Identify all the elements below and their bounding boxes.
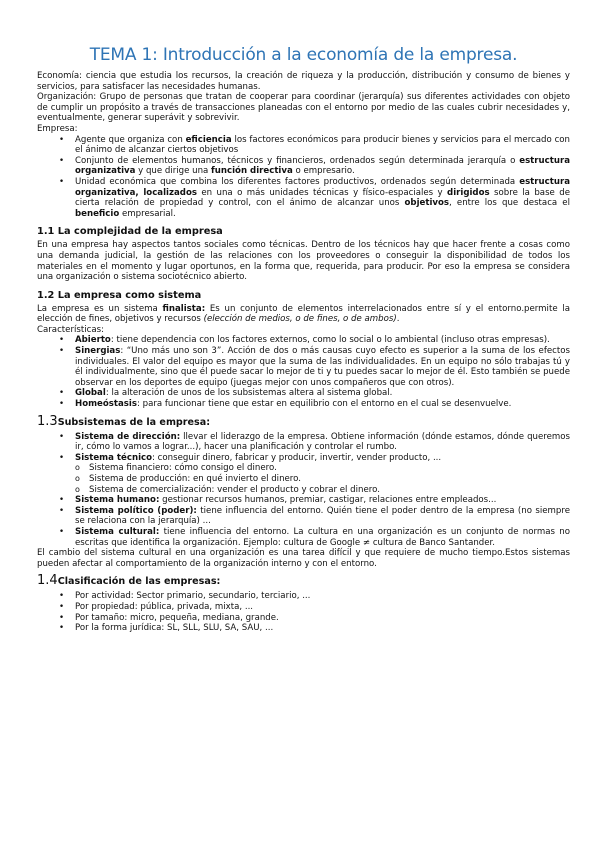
caracteristicas-label: Características: (37, 324, 104, 335)
list-item: • Unidad económica que combina los diferentes factores productivos, ordenados según determinada estructura organizativa, localizados en una o más unidades técnicas y físico-espaciales y dirigidos sobre la base de cierta relación de propiedad y control, con el ánimo de alcanzar unos objetivos, entre los que destaca el beneficio empresarial. (59, 176, 570, 219)
bullet-icon: • (59, 623, 65, 634)
bullet-icon: • (59, 495, 65, 506)
list-item: • Conjunto de elementos humanos, técnicos y financieros, ordenados según determinada jerarquía o estructura organizativa y que dirige una función directiva o empresario. (59, 155, 570, 177)
empresa-label: Empresa: (37, 123, 78, 134)
empresa-definitions (37, 135, 570, 220)
caracteristicas-list (37, 335, 570, 409)
section-heading-1-2: 1.2 La empresa como sistema (37, 289, 202, 301)
list-item: • Por la forma jurídica: SL, SLL, SLU, SA, SAU, ... (59, 623, 274, 634)
list-item: • Por tamaño: micro, pequeña, mediana, grande. (59, 612, 279, 623)
section-heading-1-1: 1.1 La complejidad de la empresa (37, 226, 223, 238)
list-item: • Global: la alteración de unos de los subsistemas altera al sistema global. (59, 388, 393, 399)
circle-bullet-icon: o (75, 474, 80, 483)
section-1-2-text: La empresa es un sistema finalista: Es un conjunto de elementos interrelacionados entre sí y el entorno.permite la elección de fines, objetivos y recursos (elección de medios, o de fines, o de ambos). (37, 303, 570, 325)
bullet-icon: • (59, 335, 65, 346)
list-item: • Sistema técnico: conseguir dinero, fabricar y producir, invertir, vender producto, ... (59, 452, 442, 463)
bullet-icon: • (59, 346, 65, 357)
definition-economia: Economía: ciencia que estudia los recursos, la creación de riqueza y la producción, distribución y consumo de bienes y servicios, para satisfacer las necesidades humanas. (37, 71, 570, 92)
sub-list-item: o Sistema financiero: cómo consigo el dinero. (75, 463, 277, 474)
list-item: • Sinergias: “Uno más uno son 3”. Acción de dos o más causas cuyo efecto es superior a la suma de los efectos individuales. El valor del equipo es mayor que la suma de las individualidades. En un equipo no sólo trabajas tú y él individualmente, sino que él puede sacar lo mejor de ti y tu puedes sacar lo mejor de él. Esto también se puede observar en los deportes de equipo (juegas mejor con unos compañeros que con otros). (59, 346, 570, 388)
bullet-icon: • (59, 526, 65, 537)
list-item: • Sistema humano: gestionar recursos humanos, premiar, castigar, relaciones entre empleados... (59, 495, 497, 506)
list-item: • Sistema cultural: tiene influencia del entorno. La cultura en una organización es un conjunto de normas no escritas que identifica la organización. Ejemplo: cultura de Google ≠ cultura de Banco Santander. (59, 526, 570, 548)
list-item: • Abierto: tiene dependencia con los factores externos, como lo social o lo ambiental (incluso otras empresas). (59, 335, 550, 346)
bullet-icon: • (59, 431, 65, 442)
bullet-icon: • (59, 612, 65, 623)
bullet-icon: • (59, 452, 65, 463)
document-page (37, 44, 570, 634)
circle-bullet-icon: o (75, 484, 80, 494)
subsistemas-list (37, 432, 570, 549)
section-1-1-text: En una empresa hay aspectos tantos sociales como técnicas. Dentro de los técnicos hay que hacer frente a cosas como una demanda judicial, la gestión de las relaciones con los proveedores o conseguir la disponibilidad de todos los materiales en el momento y lugar oportunos, en la forma que, requerida, para producir. Por eso la empresa se considera una organización o sistema sociotécnico abierto. (37, 240, 570, 283)
section-heading-1-3: 1.3Subsistemas de la empresa: (37, 413, 211, 429)
bullet-icon: • (59, 601, 65, 612)
sub-list-item: o Sistema de comercialización: vender el producto y cobrar el dinero. (75, 484, 380, 495)
list-item: • Por actividad: Sector primario, secundario, terciario, ... (59, 591, 311, 602)
list-item: • Sistema político (poder): tiene influencia del entorno. Quién tiene el poder dentro de la empresa (no siempre se relaciona con la jerarquía) ... (59, 505, 570, 527)
sub-list-item: o Sistema de producción: en qué invierto el dinero. (75, 474, 301, 484)
bullet-icon: • (59, 591, 65, 602)
definition-organizacion: Organización: Grupo de personas que tratan de cooperar para coordinar (jerarquía) sus diferentes actividades con objeto de cumplir un propósito a través de transacciones planeadas con el entorno por medio de las cuales cubrir necesidades y, eventualmente, generar superávit y sobrevivir. (37, 92, 570, 124)
section-1-3-closing: El cambio del sistema cultural en una organización es una tarea difícil y que requiere de mucho tiempo.Estos sistemas pueden afectar al comportamiento de la organización interno y con el entorno. (37, 548, 570, 569)
bullet-icon: • (59, 134, 65, 145)
page-title: TEMA 1: Introducción a la economía de la empresa. (89, 45, 518, 65)
bullet-icon: • (59, 505, 65, 516)
bullet-icon: • (59, 155, 65, 166)
list-item: • Sistema de dirección: llevar el liderazgo de la empresa. Obtiene información (dónde estamos, dónde queremos ir, cómo lo vamos a lograr...), hacer una planificación y controlar el rumbo. (59, 431, 570, 453)
list-item: • Agente que organiza con eficiencia los factores económicos para producir bienes y servicios para el mercado con el ánimo de alcanzar ciertos objetivos (59, 134, 570, 156)
list-item: • Por propiedad: pública, privada, mixta, ... (59, 601, 254, 612)
list-item: • Homeóstasis: para funcionar tiene que estar en equilibrio con el entorno en el cual se desenvuelve. (59, 399, 512, 410)
bullet-icon: • (59, 388, 65, 399)
bullet-icon: • (59, 399, 65, 410)
section-heading-1-4: 1.4Clasificación de las empresas: (37, 573, 221, 589)
clasificacion-list (37, 591, 570, 633)
circle-bullet-icon: o (75, 463, 80, 473)
bullet-icon: • (59, 176, 65, 187)
